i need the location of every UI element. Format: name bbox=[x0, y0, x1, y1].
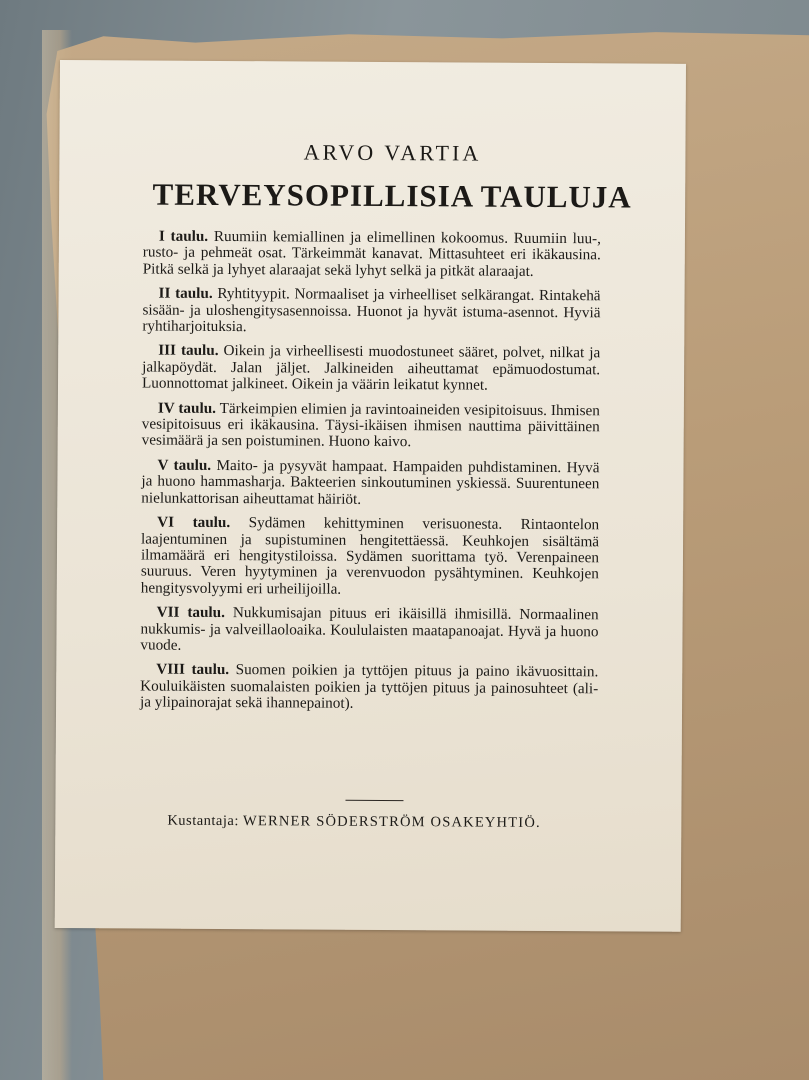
entry-text: Nukkumisajan pituus eri ikäisillä ihmisillä. Normaalinen nukkumis- ja valveillaoloaika. Koululaisten maatapanoajat. Hyvä ja huono vuode. bbox=[140, 604, 599, 654]
entry-2 bbox=[142, 286, 600, 338]
entry-3 bbox=[142, 343, 600, 395]
entry-8 bbox=[140, 662, 598, 714]
entry-text: Tärkeimpien elimien ja ravintoaineiden vesipitoisuus. Ihmisen vesipitoisuus eri ikäkausina. Täysi-ikäisen ihmisen nauttima päivittäinen vesimäärä ja sen poistuminen. Huono kaivo. bbox=[141, 399, 600, 451]
entries-list bbox=[140, 229, 601, 722]
publisher-label: Kustantaja: bbox=[167, 812, 239, 830]
author-name: ARVO VARTIA bbox=[303, 139, 482, 166]
publisher-name: WERNER SÖDERSTRÖM OSAKEYHTIÖ. bbox=[242, 813, 541, 831]
entry-label: IV taulu. bbox=[157, 399, 217, 417]
printed-sheet bbox=[55, 60, 686, 932]
entry-label: VI taulu. bbox=[157, 513, 231, 532]
entry-label: V taulu. bbox=[157, 456, 212, 474]
entry-5 bbox=[141, 457, 599, 509]
entry-text: Suomen poikien ja tyttöjen pituus ja paino ikävuosittain. Kouluikäisten suomalaisten poikien ja tyttöjen pituus ja painosuhteet (ali- ja ylipainorajat sekä ihannepainot). bbox=[140, 661, 599, 712]
entry-label: VIII taulu. bbox=[156, 660, 230, 679]
entry-text: Maito- ja pysyvät hampaat. Hampaiden puhdistaminen. Hyvä ja huono hammasharja. Bakteerien sinkoutuminen yskiessä. Suurentuneen nielunkattorisan aiheuttamat häiriöt. bbox=[141, 456, 600, 508]
document-title: TERVEYSOPILLISIA TAULUJA bbox=[152, 176, 632, 215]
divider-rule bbox=[345, 800, 403, 801]
entry-label: II taulu. bbox=[158, 284, 213, 303]
entry-label: I taulu. bbox=[158, 227, 209, 245]
entry-label: III taulu. bbox=[158, 342, 219, 360]
entry-text: Sydämen kehittyminen verisuonesta. Rintaontelon laajentuminen ja supistuminen hengitettäessä. Keuhkojen sisältämä ilmamäärä eri hengitystiloissa. Sydämen suorittama työ. Verenpaineen suuruus. Veren hyytyminen ja verenvuodon pysähtyminen. Keuhkojen hengitysvolyymi eri urheilijoilla. bbox=[140, 514, 600, 598]
entry-label: VII taulu. bbox=[156, 603, 225, 622]
entry-text: Ryhtityypit. Normaaliset ja virheelliset selkärangat. Rintakehä sisään- ja uloshengitysasennoissa. Huonot ja hyvät istuma-asennot. Hyviä ryhtiharjoituksia. bbox=[142, 285, 601, 336]
entry-1 bbox=[143, 229, 601, 281]
entry-text: Ruumiin kemiallinen ja elimellinen kokoomus. Ruumiin luu-, rusto- ja pehmeät osat. Tärkeimmät kanavat. Mittasuhteet eri ikäkausina. Pitkä selkä ja lyhyet alaraajat sekä lyhyt selkä ja pitkät alaraajat. bbox=[142, 227, 601, 280]
publisher-line bbox=[167, 813, 627, 833]
entry-text: Oikein ja virheellisesti muodostuneet sääret, polvet, nilkat ja jalkapöydät. Jalan jäljet. Jalkineiden aiheuttamat epämuodostumat. Luonnottomat jalkineet. Oikein ja väärin leikatut kynnet. bbox=[141, 342, 601, 394]
entry-4 bbox=[142, 400, 600, 452]
entry-6 bbox=[141, 515, 599, 600]
entry-7 bbox=[140, 605, 598, 657]
